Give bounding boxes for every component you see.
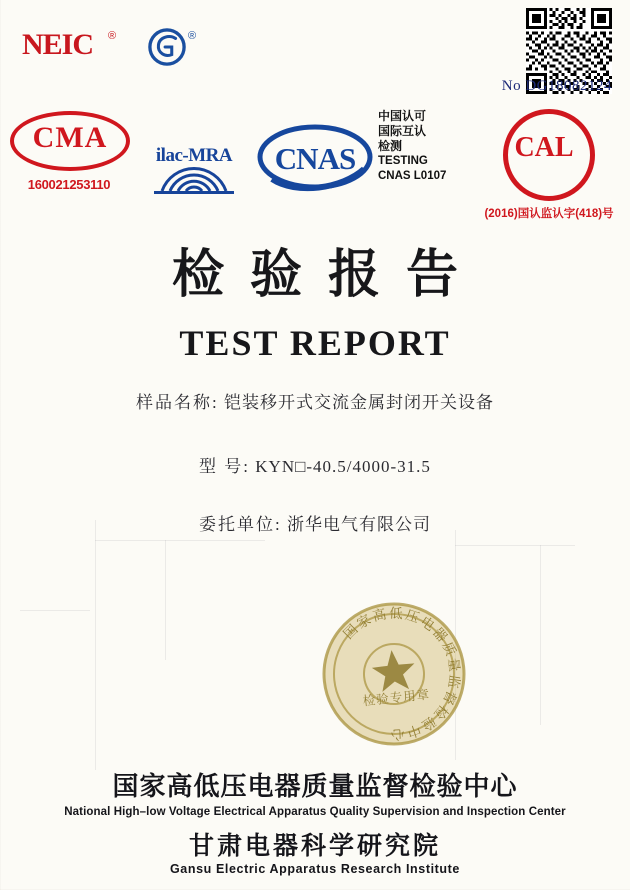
report-number-prefix: No <box>501 78 522 94</box>
cma-mark <box>10 111 128 192</box>
field-client-label: 委托单位: <box>199 515 282 534</box>
neic-registered-icon: ® <box>108 30 117 42</box>
background-line <box>95 540 265 541</box>
cal-label: CAL <box>514 132 574 163</box>
field-sample-name-label: 样品名称: <box>136 393 219 412</box>
field-sample-name <box>0 388 630 413</box>
ilac-mra-label: ilac-MRA <box>155 145 233 166</box>
field-model-label: 型 号: <box>199 457 251 476</box>
background-line <box>95 520 96 770</box>
background-line <box>165 540 166 660</box>
cal-mark <box>476 109 622 221</box>
field-model-value: KYN□-40.5/4000-31.5 <box>255 457 431 476</box>
cma-oval-icon <box>10 111 130 171</box>
official-seal <box>310 590 477 757</box>
ilac-mra-mark <box>140 107 248 203</box>
issuing-organization-cn: 国家高低压电器质量监督检验中心 <box>112 772 518 801</box>
cnas-label: CNAS <box>274 141 356 176</box>
neic-logo: NEIC <box>22 28 94 61</box>
seal-ring-text: 国家高低压电器质量监督检验中心 <box>340 605 463 743</box>
cnas-side-line-4: TESTING <box>378 155 428 167</box>
page-title-english: TEST REPORT <box>179 323 451 363</box>
cgc-logo-icon <box>148 28 186 66</box>
background-line <box>20 610 90 611</box>
background-line <box>455 545 575 546</box>
field-sample-name-value: 铠装移开式交流金属封闭开关设备 <box>223 393 494 412</box>
report-number <box>502 78 612 95</box>
cnas-side-line-3: 检测 <box>378 139 403 153</box>
field-client-value: 浙华电气有限公司 <box>286 515 431 534</box>
accreditation-marks <box>0 103 630 220</box>
cnas-side-text <box>378 109 470 184</box>
issuing-organization-en: National High–low Voltage Electrical Apparatus Quality Supervision and Inspection Center <box>64 806 566 818</box>
cnas-mark <box>256 117 374 197</box>
field-model <box>0 452 630 477</box>
cma-label: CMA <box>32 121 108 154</box>
page-title-chinese: 检验报告 <box>171 247 484 304</box>
report-number-value: DG18082124 <box>525 78 612 94</box>
seal-center-text: 检验专用章 <box>362 687 431 709</box>
cal-number: (2016)国认监认字(418)号 <box>484 208 614 220</box>
cnas-side-line-2: 国际互认 <box>378 124 427 138</box>
institute-name-cn: 甘肃电器科学研究院 <box>188 833 441 860</box>
field-client <box>0 510 630 535</box>
cnas-side-line-1: 中国认可 <box>378 109 427 123</box>
cgc-registered-icon: ® <box>188 30 197 42</box>
cnas-side-line-5: CNAS L0107 <box>378 170 447 182</box>
cma-number: 160021253110 <box>27 177 111 192</box>
background-line <box>540 545 541 725</box>
cal-circle-icon <box>503 109 595 201</box>
institute-name-en: Gansu Electric Apparatus Research Institute <box>169 862 460 876</box>
